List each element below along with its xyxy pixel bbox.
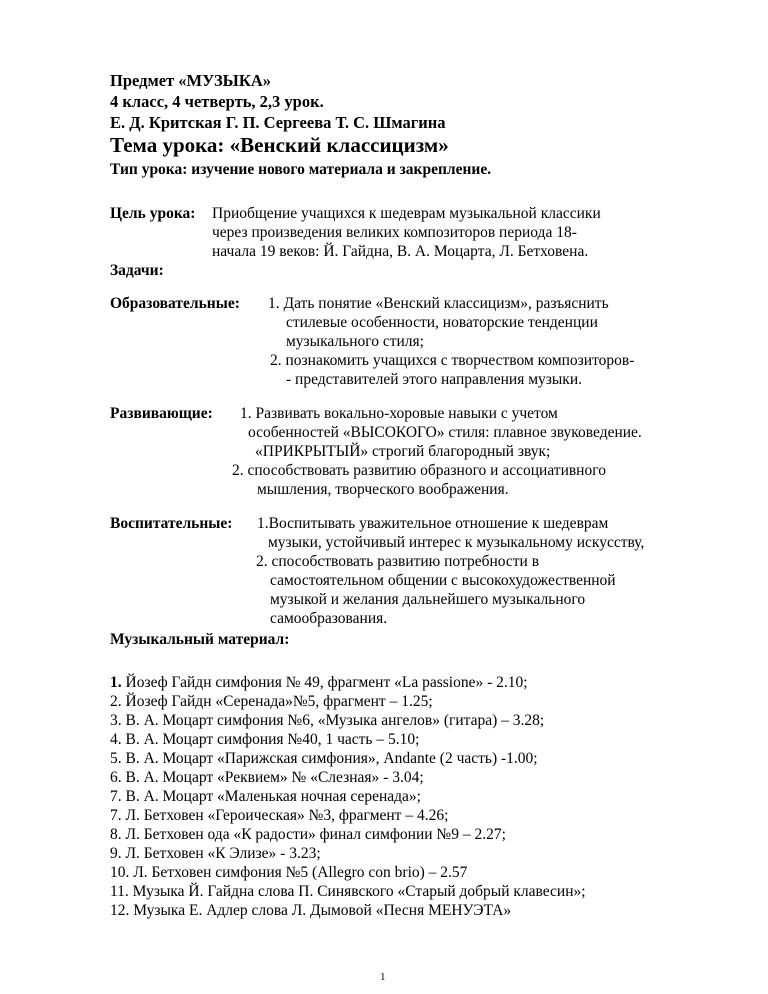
music-item: 5. В. А. Моцарт «Парижская симфония», Andante (2 часть) -1.00; <box>110 750 538 767</box>
music-item: 9. Л. Бетховен «К Элизе» - 3.23; <box>110 845 321 862</box>
music-item: 7. Л. Бетховен «Героическая» №3, фрагмент – 4.26; <box>110 807 449 824</box>
music-item: 12. Музыка Е. Адлер слова Л. Дымовой «Песня МЕНУЭТА» <box>110 902 512 919</box>
upbringing-line-2: музыки, устойчивый интерес к музыкальному искусству, <box>268 534 645 551</box>
educational-label: Образовательные: <box>110 295 240 312</box>
developing-line-1: 1. Развивать вокально-хоровые навыки с учетом <box>240 405 558 422</box>
educational-line-2: стилевые особенности, новаторские тенденции <box>286 314 598 331</box>
educational-line-5: - представителей этого направления музыки. <box>286 371 582 388</box>
music-item: 7. В. А. Моцарт «Маленькая ночная серенада»; <box>110 788 421 805</box>
goal-line-2: через произведения великих композиторов периода 18- <box>212 224 577 241</box>
upbringing-line-1: 1.Воспитывать уважительное отношение к шедеврам <box>257 515 609 532</box>
educational-line-1: 1. Дать понятие «Венский классицизм», разъяснить <box>268 295 609 312</box>
educational-line-4: 2. познакомить учащихся с творчеством композиторов- <box>270 352 635 369</box>
upbringing-label: Воспитательные: <box>110 515 233 532</box>
grade-line: 4 класс, 4 четверть, 2,3 урок. <box>110 92 324 111</box>
developing-label: Развивающие: <box>110 405 213 422</box>
subject-line: Предмет «МУЗЫКА» <box>110 71 272 90</box>
music-item: 8. Л. Бетховен ода «К радости» финал симфонии №9 – 2.27; <box>110 826 506 843</box>
music-item: 6. В. А. Моцарт «Реквием» № «Слезная» - 3.04; <box>110 769 424 786</box>
music-item: 4. В. А. Моцарт симфония №40, 1 часть – 5.10; <box>110 731 420 748</box>
goal-line-1: Приобщение учащихся к шедеврам музыкальной классики <box>212 205 601 222</box>
music-item: 2. Йозеф Гайдн «Серенада»№5, фрагмент – 1.25; <box>110 693 433 710</box>
page-number: 1 <box>380 971 386 983</box>
developing-line-4: 2. способствовать развитию образного и ассоциативного <box>232 462 606 479</box>
developing-line-3: «ПРИКРЫТЫЙ» строгий благородный звук; <box>255 443 551 460</box>
goal-label: Цель урока: <box>110 205 196 222</box>
lesson-type: Тип урока: изучение нового материала и закрепление. <box>110 161 492 178</box>
authors-line: Е. Д. Критская Г. П. Сергеева Т. С. Шмагина <box>110 113 446 132</box>
tasks-label: Задачи: <box>110 262 164 279</box>
music-item-number: 1. <box>110 674 122 691</box>
developing-line-5: мышления, творческого воображения. <box>257 481 509 498</box>
music-label: Музыкальный материал: <box>110 631 290 648</box>
music-item: 3. В. А. Моцарт симфония №6, «Музыка ангелов» (гитара) – 3.28; <box>110 712 545 729</box>
educational-line-3: музыкального стиля; <box>286 333 424 350</box>
music-item <box>110 673 528 692</box>
upbringing-line-3: 2. способствовать развитию потребности в <box>256 553 540 570</box>
lesson-title: Тема урока: «Венский классицизм» <box>110 133 449 157</box>
goal-line-3: начала 19 веков: Й. Гайдна, В. А. Моцарта, Л. Бетховена. <box>212 243 589 260</box>
music-item: 10. Л. Бетховен симфония №5 (Allegro con brio) – 2.57 <box>110 864 468 881</box>
upbringing-line-6: самообразования. <box>270 610 388 627</box>
upbringing-line-4: самостоятельном общении с высокохудожественной <box>270 572 616 589</box>
music-item: 11. Музыка Й. Гайдна слова П. Синявского «Старый добрый клавесин»; <box>110 883 586 900</box>
upbringing-line-5: музыкой и желания дальнейшего музыкального <box>270 591 586 608</box>
developing-line-2: особенностей «ВЫСОКОГО» стиля: плавное звуковедение. <box>248 424 642 441</box>
music-item-text: Йозеф Гайдн симфония № 49, фрагмент «La passione» - 2.10; <box>121 674 528 691</box>
